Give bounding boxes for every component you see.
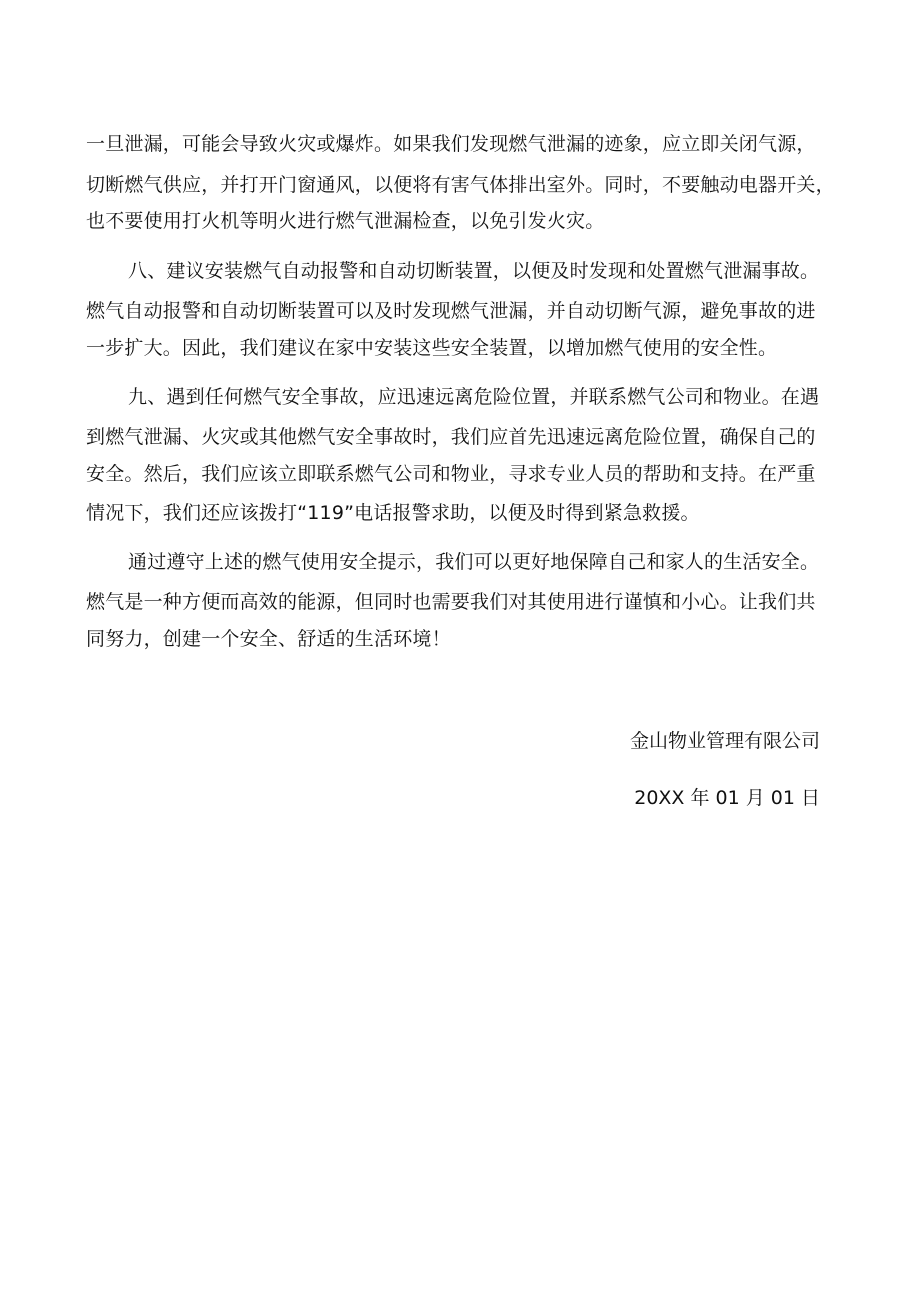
paragraph-line: 到燃气泄漏、火灾或其他燃气安全事故时，我们应首先迅速远离危险位置，确保自己的 bbox=[86, 426, 816, 448]
signature-company: 金山物业管理有限公司 bbox=[629, 730, 820, 752]
paragraph-line: 燃气是一种方便而高效的能源，但同时也需要我们对其使用进行谨慎和小心。让我们共 bbox=[86, 591, 816, 613]
paragraph-line: 一旦泄漏，可能会导致火灾或爆炸。如果我们发现燃气泄漏的迹象，应立即关闭气源， bbox=[86, 133, 816, 155]
paragraph-line: 燃气自动报警和自动切断装置可以及时发现燃气泄漏，并自动切断气源，避免事故的进 bbox=[86, 300, 816, 322]
paragraph-line: 通过遵守上述的燃气使用安全提示，我们可以更好地保障自己和家人的生活安全。 bbox=[128, 551, 820, 573]
paragraph-line: 一步扩大。因此，我们建议在家中安装这些安全装置，以增加燃气使用的安全性。 bbox=[86, 337, 778, 359]
paragraph-line: 切断燃气供应，并打开门窗通风，以便将有害气体排出室外。同时，不要触动电器开关， bbox=[86, 174, 835, 196]
paragraph-line: 情况下，我们还应该拨打“119”电话报警求助，以便及时得到紧急救援。 bbox=[86, 502, 700, 524]
paragraph-line: 也不要使用打火机等明火进行燃气泄漏检查，以免引发火灾。 bbox=[86, 210, 605, 232]
paragraph-line: 安全。然后，我们应该立即联系燃气公司和物业，寻求专业人员的帮助和支持。在严重 bbox=[86, 463, 816, 485]
paragraph-line: 八、建议安装燃气自动报警和自动切断装置，以便及时发现和处置燃气泄漏事故。 bbox=[128, 260, 820, 282]
signature-date: 20XX 年 01 月 01 日 bbox=[634, 787, 820, 809]
paragraph-line: 九、遇到任何燃气安全事故，应迅速远离危险位置，并联系燃气公司和物业。在遇 bbox=[128, 386, 820, 408]
paragraph-line: 同努力，创建一个安全、舒适的生活环境！ bbox=[86, 628, 451, 650]
